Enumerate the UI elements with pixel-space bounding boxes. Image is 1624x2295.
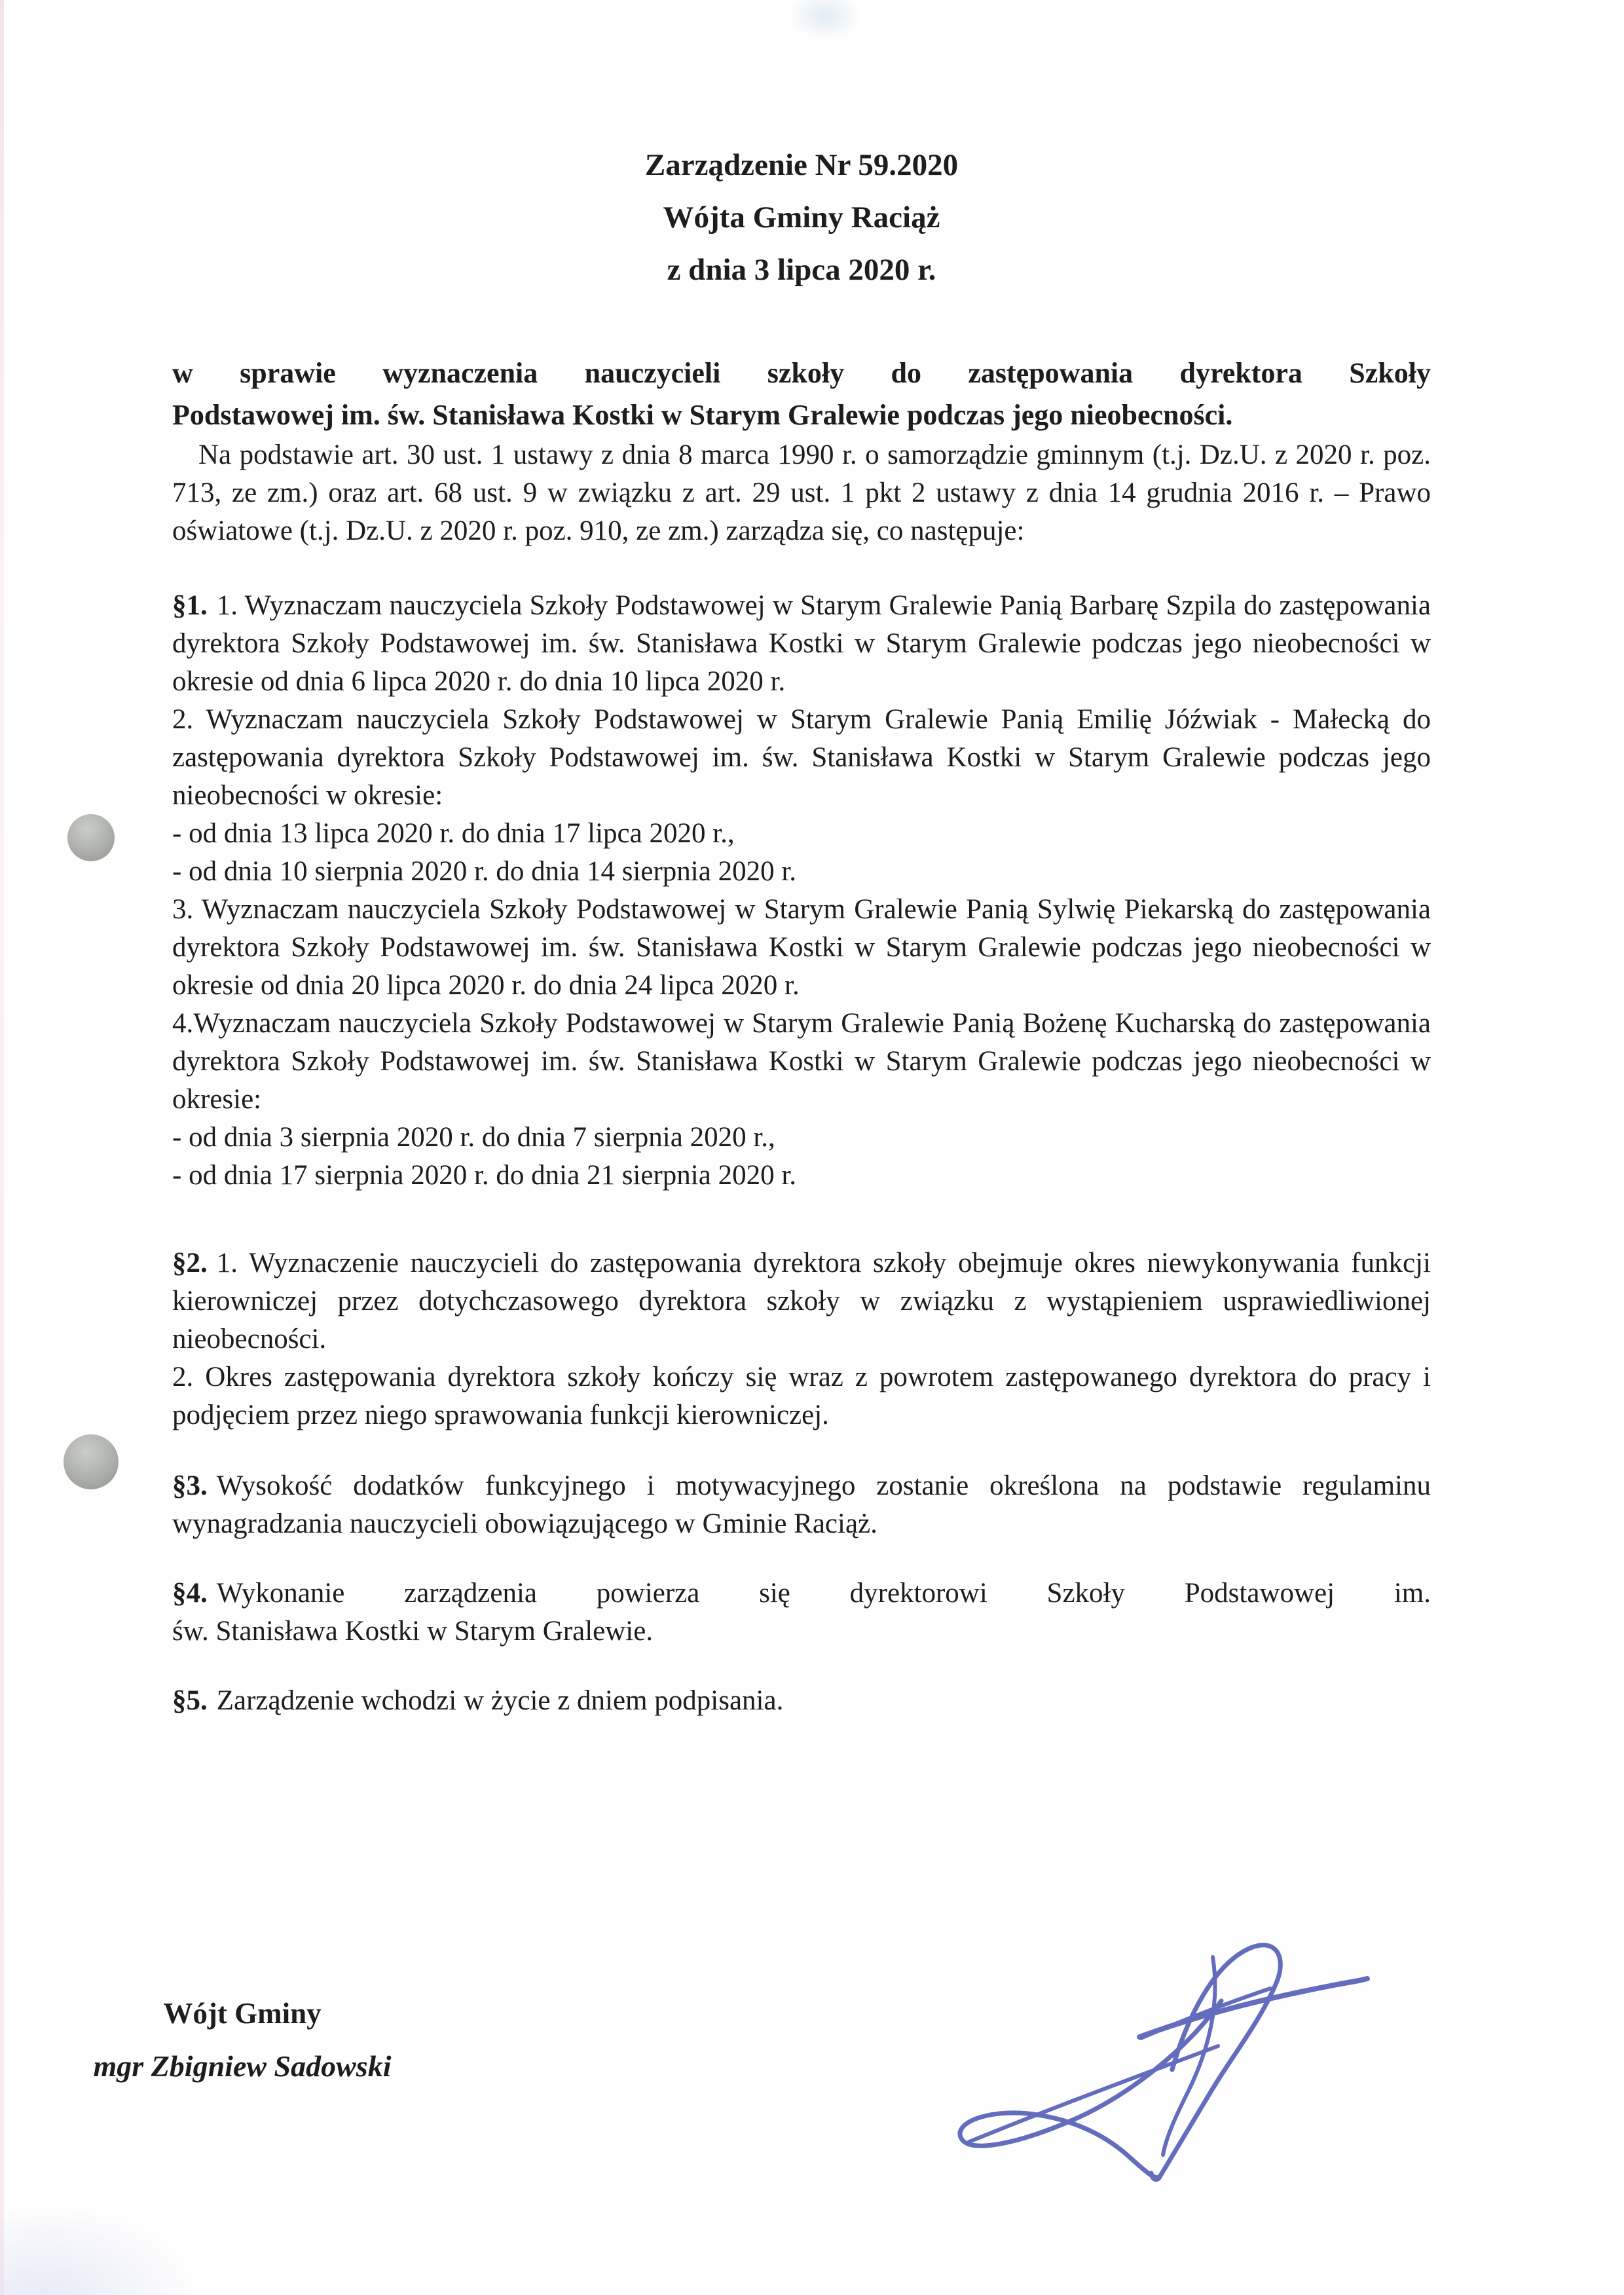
hole-punch-mark-top [67,814,115,861]
section-4-label: §4. [172,1578,208,1609]
section-5-text: Zarządzenie wchodzi w życie z dniem podpisania. [216,1685,784,1716]
section-1-item-4: 4.Wyznaczam nauczyciela Szkoły Podstawowej w Starym Gralewie Panią Bożenę Kucharską do zastępowania dyrektora Szkoły Podstawowej im. św. Stanisława Kostki w Starym Gralewie podczas jego nieobecności w okresie: [172,1008,1431,1115]
section-2-item-2: 2. Okres zastępowania dyrektora szkoły kończy się wraz z powrotem zastępowanego dyrektora do pracy i podjęciem przez niego sprawowania funkcji kierowniczej. [172,1362,1431,1430]
section-2-label: §2. [172,1248,208,1278]
scan-edge-artifact [0,0,4,2295]
title-line-number: Zarządzenie Nr 59.2020 [644,148,959,182]
subject-paragraph [172,352,1431,436]
section-4-line-1-text: Wykonanie zarządzenia powierza się dyrektorowi Szkoły Podstawowej im. [216,1578,1431,1609]
document-title [172,139,1431,296]
section-4-line-2: św. Stanisława Kostki w Starym Gralewie. [172,1616,654,1647]
title-line-date: z dnia 3 lipca 2020 r. [667,253,936,287]
section-3-label: §3. [172,1470,208,1501]
section-3 [172,1467,1431,1543]
section-1 [172,587,1431,1195]
section-3-paragraph [172,1467,1431,1543]
section-1-item-2: 2. Wyznaczam nauczyciela Szkoły Podstawowej w Starym Gralewie Panią Emilię Jóźwiak - Małecką do zastępowania dyrektora Szkoły Podstawowej im. św. Stanisława Kostki w Starym Gralewie podczas jego nieobecności w okresie: [172,704,1431,811]
section-4-line-1 [172,1575,1431,1613]
section-2-item-1-text: 1. Wyznaczenie nauczycieli do zastępowania dyrektora szkoły obejmuje okres niewykonywania funkcji kierowniczej przez dotychczasowego dyrektora szkoły w związku z wystąpieniem usprawiedliwionej nieobecności. [172,1248,1431,1354]
handwritten-signature-scrawl [930,1939,1388,2214]
section-2 [172,1244,1431,1434]
section-3-text: Wysokość dodatków funkcyjnego i motywacyjnego zostanie określona na podstawie regulaminu wynagradzania nauczycieli obowiązującego w Gminie Raciąż. [172,1470,1431,1539]
hole-punch-mark-bottom [64,1434,119,1489]
scan-smudge-top [789,0,861,39]
subject-line-2: Podstawowej im. św. Stanisława Kostki w Starym Gralewie podczas jego nieobecności. [172,399,1233,431]
section-1-label: §1. [172,590,208,621]
section-1-item-1-text: 1. Wyznaczam nauczyciela Szkoły Podstawowej w Starym Gralewie Panią Barbarę Szpila do zastępowania dyrektora Szkoły Podstawowej im. św. Stanisława Kostki w Starym Gralewie podczas jego nieobecności w okresie od dnia 6 lipca 2020 r. do dnia 10 lipca 2020 r. [172,590,1431,697]
document-body [172,139,1431,1720]
signature-name: mgr Zbigniew Sadowski [93,2049,392,2083]
title-line-authority: Wójta Gminy Raciąż [663,200,940,234]
subject-line-1: w sprawie wyznaczenia nauczycieli szkoły do zastępowania dyrektora Szkoły [172,357,1431,389]
section-5-label: §5. [172,1685,208,1716]
section-1-item-2-period-2: - od dnia 10 sierpnia 2020 r. do dnia 14 sierpnia 2020 r. [172,856,797,887]
scan-smudge-bottom [0,2203,200,2295]
section-1-item-4-period-1: - od dnia 3 sierpnia 2020 r. do dnia 7 sierpnia 2020 r., [172,1122,775,1153]
legal-basis-paragraph: Na podstawie art. 30 ust. 1 ustawy z dnia 8 marca 1990 r. o samorządzie gminnym (t.j. Dz.U. z 2020 r. poz. 713, ze zm.) oraz art. 68 ust. 9 w związku z art. 29 ust. 1 pkt 2 ustawy z dnia 14 grudnia 2016 r. – Prawo oświatowe (t.j. Dz.U. z 2020 r. poz. 910, ze zm.) zarządza się, co następuje: [172,439,1431,546]
section-5 [172,1682,1431,1720]
section-2-item-1 [172,1244,1431,1358]
section-4 [172,1575,1431,1651]
section-1-item-3: 3. Wyznaczam nauczyciela Szkoły Podstawowej w Starym Gralewie Panią Sylwię Piekarską do zastępowania dyrektora Szkoły Podstawowej im. św. Stanisława Kostki w Starym Gralewie podczas jego nieobecności w okresie od dnia 20 lipca 2020 r. do dnia 24 lipca 2020 r. [172,894,1431,1001]
section-1-item-1 [172,587,1431,701]
section-4-paragraph [172,1575,1431,1651]
section-5-paragraph [172,1682,1431,1720]
section-1-item-2-period-1: - od dnia 13 lipca 2020 r. do dnia 17 lipca 2020 r., [172,818,735,849]
section-1-item-4-period-2: - od dnia 17 sierpnia 2020 r. do dnia 21 sierpnia 2020 r. [172,1160,797,1191]
signature-role: Wójt Gminy [163,1997,322,2030]
